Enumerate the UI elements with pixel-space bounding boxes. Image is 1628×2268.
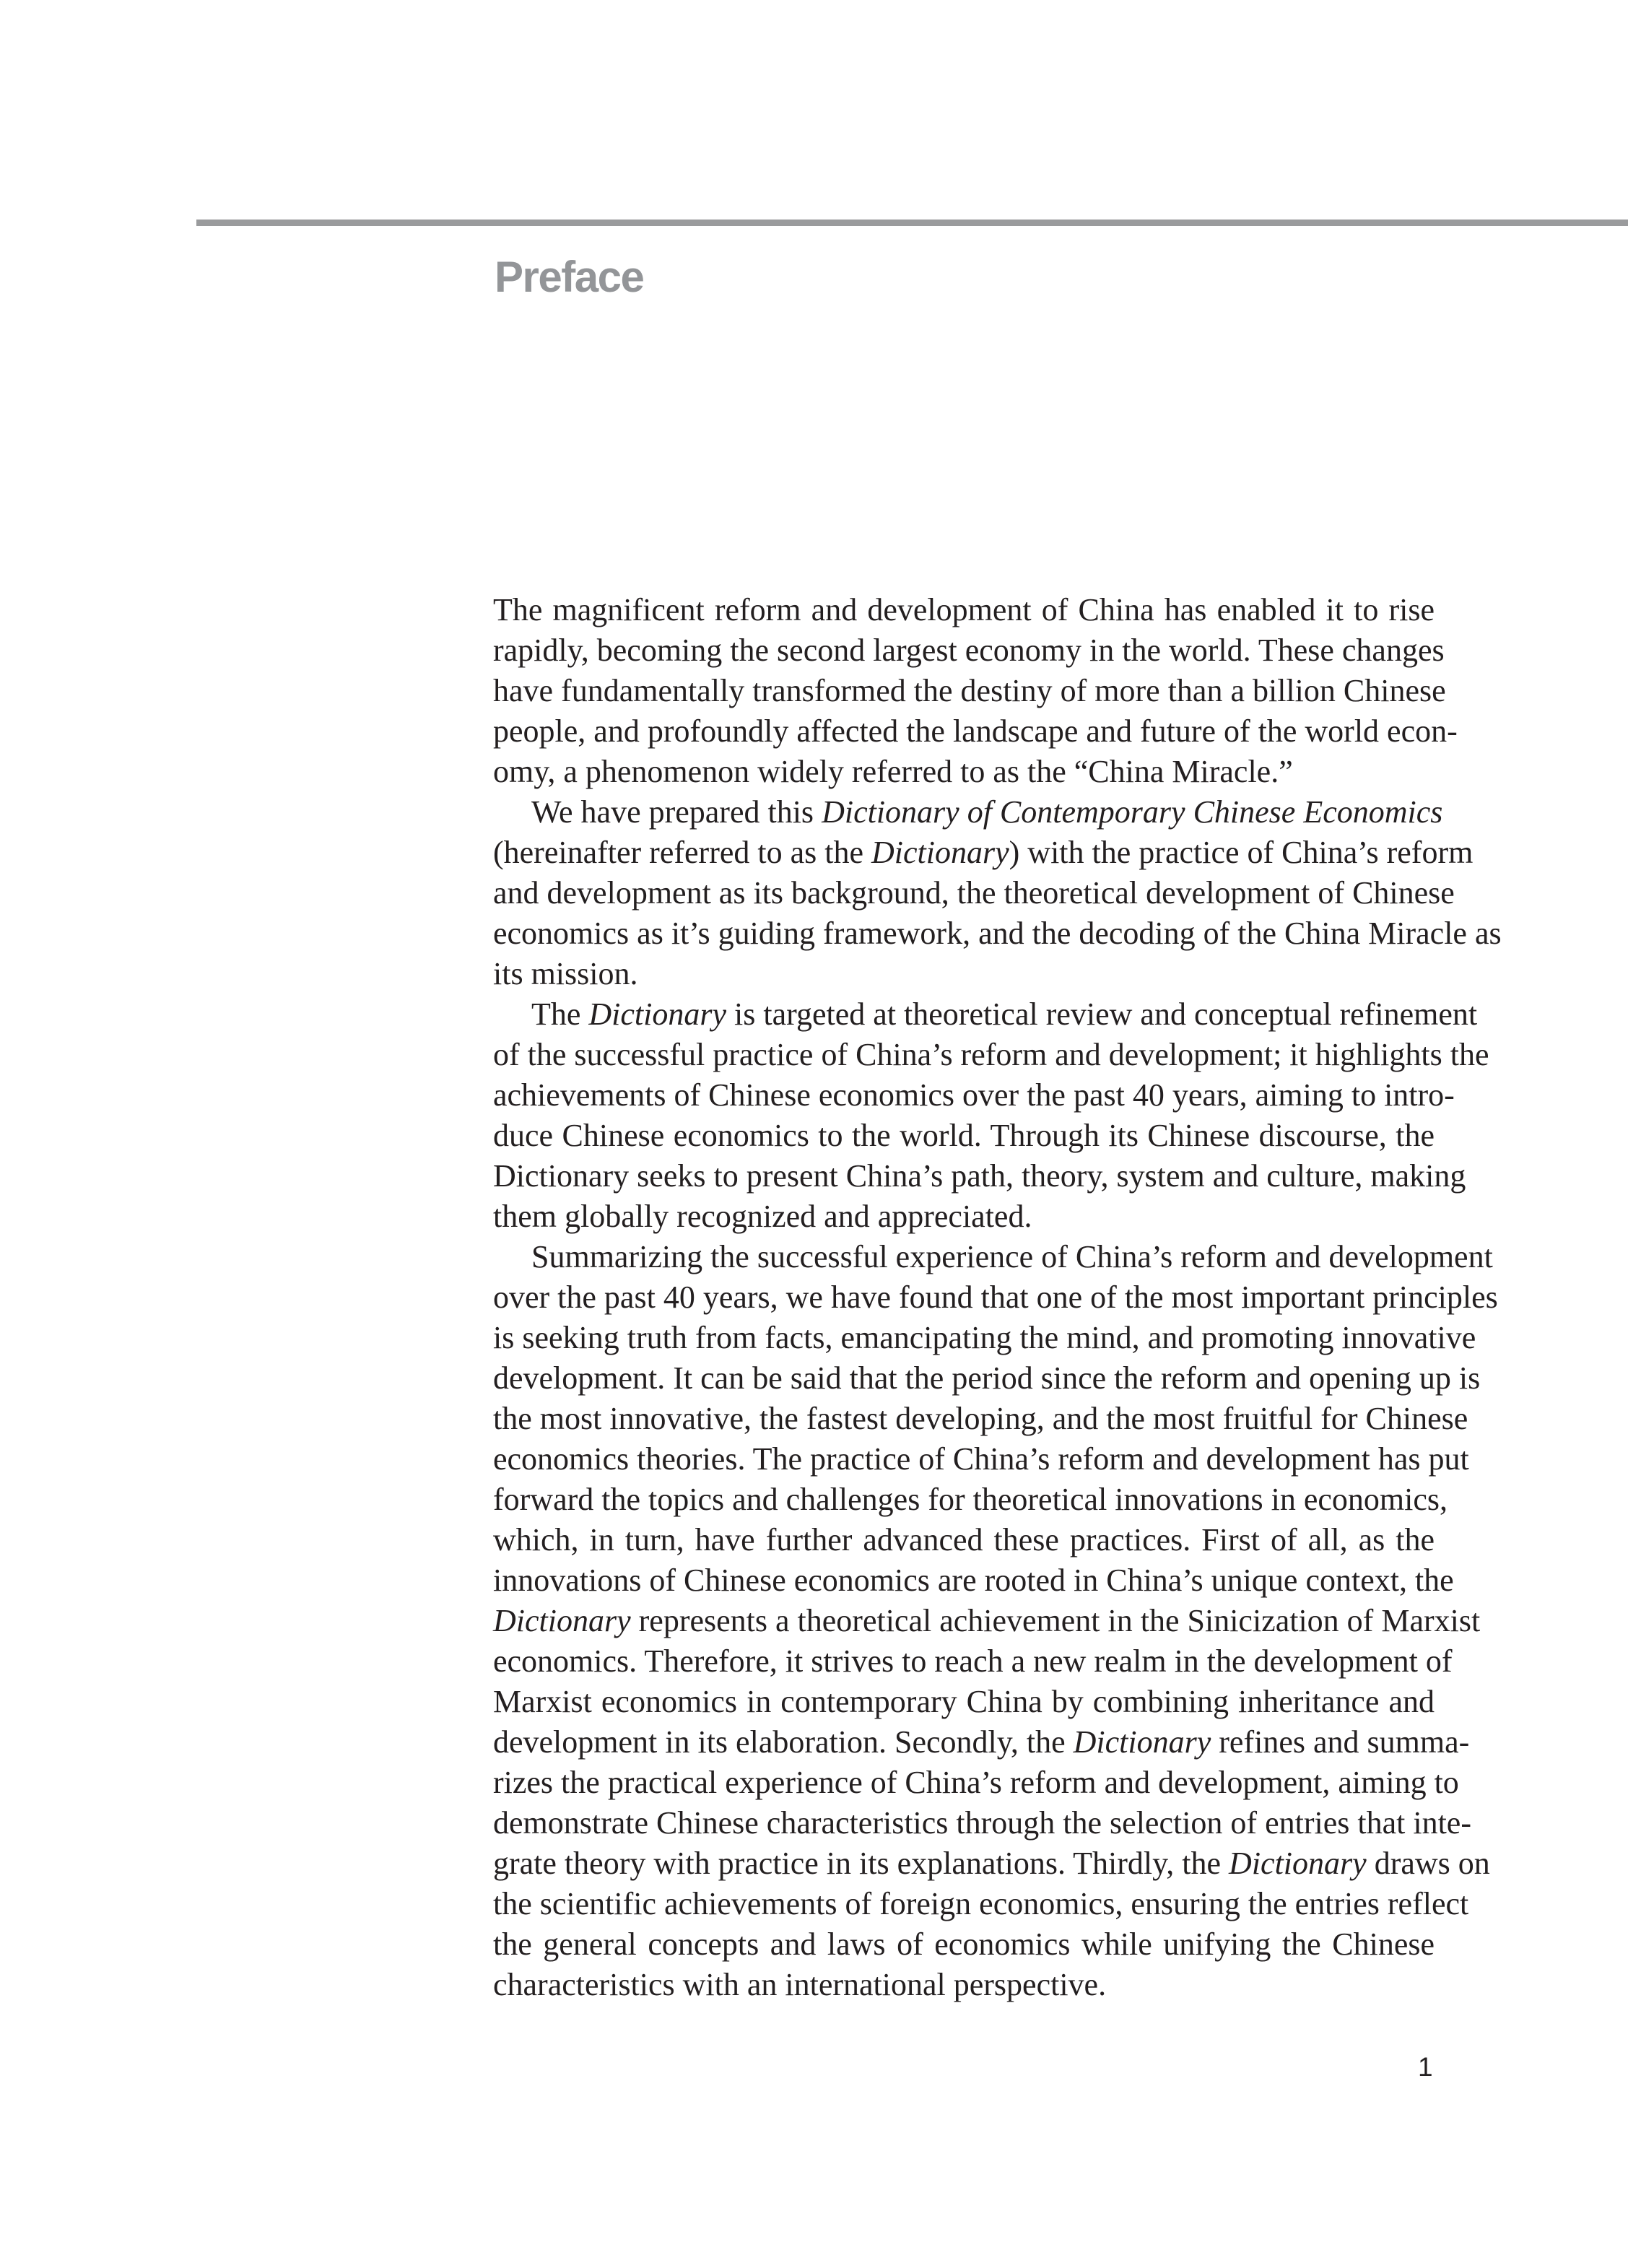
text-segment: ) with the practice of China’s reform [1009,835,1474,870]
text-segment: characteristics with an international perspective. [493,1967,1107,2002]
text-segment: people, and profoundly affected the landscape and future of the world econ- [493,713,1458,749]
text-line [493,1439,1469,1480]
text-line [493,1803,1471,1843]
text-line [493,1560,1454,1601]
text-line [493,630,1445,671]
text-line [493,711,1458,752]
text-segment: economics. Therefore, it strives to reach a new realm in the development of [493,1643,1453,1679]
paragraph [493,792,1502,994]
text-segment: achievements of Chinese economics over the past 40 years, aiming to intro- [493,1077,1455,1113]
text-segment: the scientific achievements of foreign economics, ensuring the entries reflect [493,1886,1469,1921]
text-line [493,1237,1493,1277]
text-segment: grate theory with practice in its explanations. Thirdly, the [493,1846,1229,1881]
text-segment: draws on [1366,1846,1490,1881]
paragraph [493,590,1458,792]
text-line [493,792,1443,833]
text-line [493,1641,1453,1682]
text-segment: demonstrate Chinese characteristics through the selection of entries that inte- [493,1805,1471,1841]
text-line [493,1116,1435,1156]
text-line [493,1924,1435,1965]
text-line [493,833,1474,873]
text-line [493,1196,1435,1237]
text-line [493,752,1435,792]
text-segment: economics as it’s guiding framework, and the decoding of the China Miracle as [493,916,1502,951]
preface-body [493,590,1502,2005]
text-line [493,994,1478,1035]
text-segment: the general concepts and laws of economics while unifying the Chinese [493,1926,1435,1962]
text-segment: rapidly, becoming the second largest economy in the world. These changes [493,633,1445,668]
text-line [493,1035,1489,1075]
text-line [493,671,1446,711]
text-line [493,1884,1469,1924]
text-segment: is targeted at theoretical review and conceptual refinement [726,996,1478,1032]
text-line [493,1965,1435,2005]
text-segment: is seeking truth from facts, emancipating the mind, and promoting innovative [493,1320,1476,1355]
text-segment: over the past 40 years, we have found that one of the most important principles [493,1279,1498,1315]
chapter-title: Preface [495,253,644,301]
text-segment: represents a theoretical achievement in the Sinicization of Marxist [630,1603,1481,1638]
text-line [493,873,1455,913]
italic-title: Dictionary [493,1603,631,1638]
text-segment: (hereinafter referred to as the [493,835,872,870]
text-line [493,1277,1498,1318]
text-segment: innovations of Chinese economics are rooted in China’s unique context, the [493,1563,1454,1598]
italic-title: Dictionary [871,835,1009,870]
text-line [493,913,1502,954]
italic-title: Dictionary [588,996,727,1032]
text-line [493,1075,1455,1116]
text-line [493,1358,1481,1399]
text-line [493,1520,1435,1560]
italic-title: Dictionary of Contemporary Chinese Economics [822,794,1443,830]
text-segment: economics theories. The practice of China’s reform and development has put [493,1441,1469,1477]
text-line [493,1722,1470,1763]
italic-title: Dictionary [1229,1846,1367,1881]
text-segment: Marxist economics in contemporary China by combining inheritance and [493,1684,1435,1719]
text-line [493,1480,1448,1520]
text-segment: which, in turn, have further advanced these practices. First of all, as the [493,1522,1435,1557]
text-line [493,1601,1481,1641]
text-segment: We have prepared this [531,794,822,830]
text-segment: development. It can be said that the period since the reform and opening up is [493,1360,1481,1396]
text-line [493,954,1435,994]
text-segment: omy, a phenomenon widely referred to as the “China Miracle.” [493,754,1293,789]
text-segment: forward the topics and challenges for theoretical innovations in economics, [493,1482,1448,1517]
chapter-top-rule [196,220,1628,226]
text-line [493,1763,1459,1803]
paragraph [493,994,1489,1237]
text-segment: them globally recognized and appreciated. [493,1199,1032,1234]
text-segment: duce Chinese economics to the world. Through its Chinese discourse, the [493,1118,1435,1153]
text-segment: development in its elaboration. Secondly, the [493,1724,1074,1760]
text-line [493,1156,1466,1196]
text-segment: The [531,996,589,1032]
text-line [493,1682,1435,1722]
text-segment: rizes the practical experience of China’s reform and development, aiming to [493,1765,1459,1800]
text-segment: Dictionary seeks to present China’s path, theory, system and culture, making [493,1158,1466,1194]
text-segment: refines and summa- [1211,1724,1470,1760]
text-segment: The magnificent reform and development of China has enabled it to rise [493,592,1435,627]
text-line [493,1318,1476,1358]
text-segment: Summarizing the successful experience of China’s reform and development [531,1239,1493,1274]
text-segment: and development as its background, the theoretical development of Chinese [493,875,1455,911]
text-segment: its mission. [493,956,638,991]
text-line [493,590,1435,630]
page-number: 1 [1418,2052,1433,2082]
paragraph [493,1237,1498,2005]
text-segment: the most innovative, the fastest developing, and the most fruitful for Chinese [493,1401,1468,1436]
text-line [493,1399,1468,1439]
text-segment: of the successful practice of China’s reform and development; it highlights the [493,1037,1489,1072]
text-segment: have fundamentally transformed the destiny of more than a billion Chinese [493,673,1446,708]
text-line [493,1843,1490,1884]
italic-title: Dictionary [1073,1724,1211,1760]
